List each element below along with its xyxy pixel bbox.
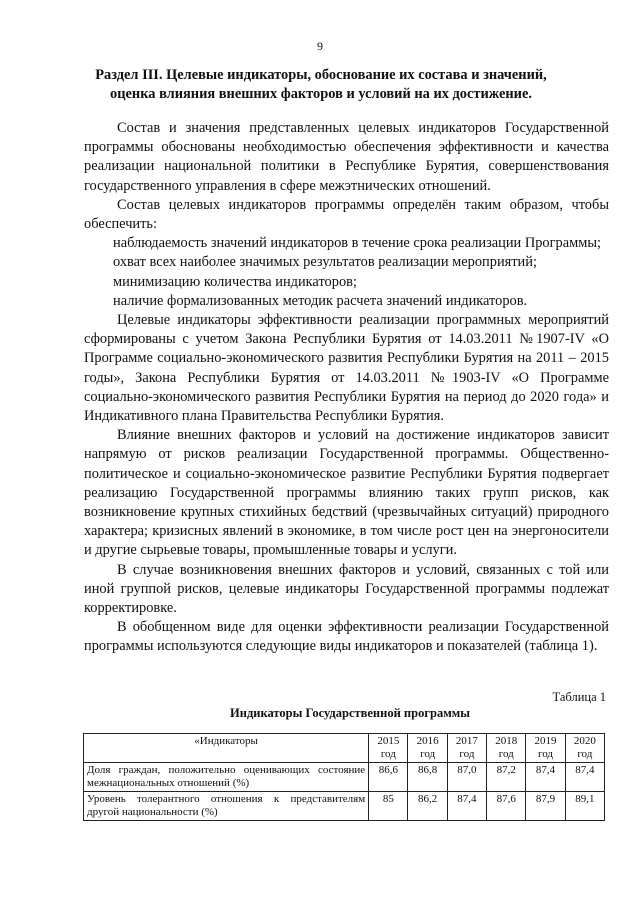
list-item: минимизацию количества индикаторов; (113, 273, 357, 290)
body-text (84, 119, 609, 657)
header-year: 2017 год (447, 734, 486, 763)
indicator-value: 86,2 (408, 792, 447, 821)
indicator-value: 87,0 (447, 763, 486, 792)
list-item: наличие формализованных методик расчета значений индикаторов. (113, 292, 528, 309)
indicator-value: 86,6 (369, 763, 408, 792)
indicator-value: 85 (369, 792, 408, 821)
paragraph: Состав и значения представленных целевых индикаторов Государственной программы обоснованы необходимостью обеспечения эффективности и качества реализации национальной политики в Республике Бурятия, совершенствования государственного управления в сфере межэтнических отношений. (84, 120, 609, 194)
header-year: 2020 год (565, 734, 604, 763)
paragraph: Влияние внешних факторов и условий на достижение индикаторов зависит напрямую от рисков реализации Государственной программы. Общественно-политическое и социально-экономическое развитие Республики Бурятия подвергает реализацию Государственной программы влиянию таких групп рисков, как возникновение крупных стихийных бедствий (чрезвычайных ситуаций) природного характера; кризисных явлений в экономике, в том числе рост цен на энергоносители и другие сырьевые товары, промышленные товары и услуги. (84, 427, 609, 559)
indicator-value: 87,4 (565, 763, 604, 792)
header-indicators: «Индикаторы (84, 734, 369, 763)
list-item: охват всех наиболее значимых результатов реализации мероприятий; (113, 254, 537, 271)
indicator-value: 87,4 (526, 763, 565, 792)
indicator-value: 86,8 (408, 763, 447, 792)
paragraph: Состав целевых индикаторов программы определён таким образом, чтобы обеспечить: (84, 196, 609, 233)
paragraph: В случае возникновения внешних факторов и условий, связанных с той или иной группой рисков, целевые индикаторы Государственной программы подлежат корректировке. (84, 561, 609, 617)
table-header-row (84, 734, 605, 763)
indicator-name: Доля граждан, положительно оценивающих состояние межнациональных отношений (%) (84, 763, 369, 792)
indicator-value: 87,4 (447, 792, 486, 821)
indicator-value: 87,6 (487, 792, 526, 821)
table-label: Таблица 1 (552, 690, 606, 704)
header-year: 2018 год (487, 734, 526, 763)
page-number: 9 (317, 39, 323, 53)
header-year: 2015 год (369, 734, 408, 763)
paragraph: В обобщенном виде для оценки эффективности реализации Государственной программы используются следующие виды индикаторов и показателей (таблица 1). (84, 619, 609, 655)
table-title: Индикаторы Государственной программы (230, 706, 470, 720)
section-heading: Раздел III. Целевые индикаторы, обоснование их состава и значений, оценка влияния внешних факторов и условий на их достижение. (95, 67, 547, 102)
header-year: 2019 год (526, 734, 565, 763)
indicators-table (83, 733, 605, 821)
header-year: 2016 год (408, 734, 447, 763)
table-row (84, 763, 605, 792)
list-item: наблюдаемость значений индикаторов в течение срока реализации Программы; (113, 235, 601, 252)
paragraph: Целевые индикаторы эффективности реализации программных мероприятий сформированы с учетом Закона Республики Бурятия от 14.03.2011 №1907-IV «О Программе социально-экономического развития Республики Бурятия на 2011 – 2015 годы», Закона Республики Бурятия от 14.03.2011 №1903-IV «О Программе социально-экономического развития Республики Бурятия на период до 2020 года» и Индикативного плана Правительства Республики Бурятия. (84, 312, 609, 425)
indicator-name: Уровень толерантного отношения к представителям другой национальности (%) (84, 792, 369, 821)
indicator-value: 89,1 (565, 792, 604, 821)
table-row (84, 792, 605, 821)
indicator-value: 87,9 (526, 792, 565, 821)
indicator-value: 87,2 (487, 763, 526, 792)
